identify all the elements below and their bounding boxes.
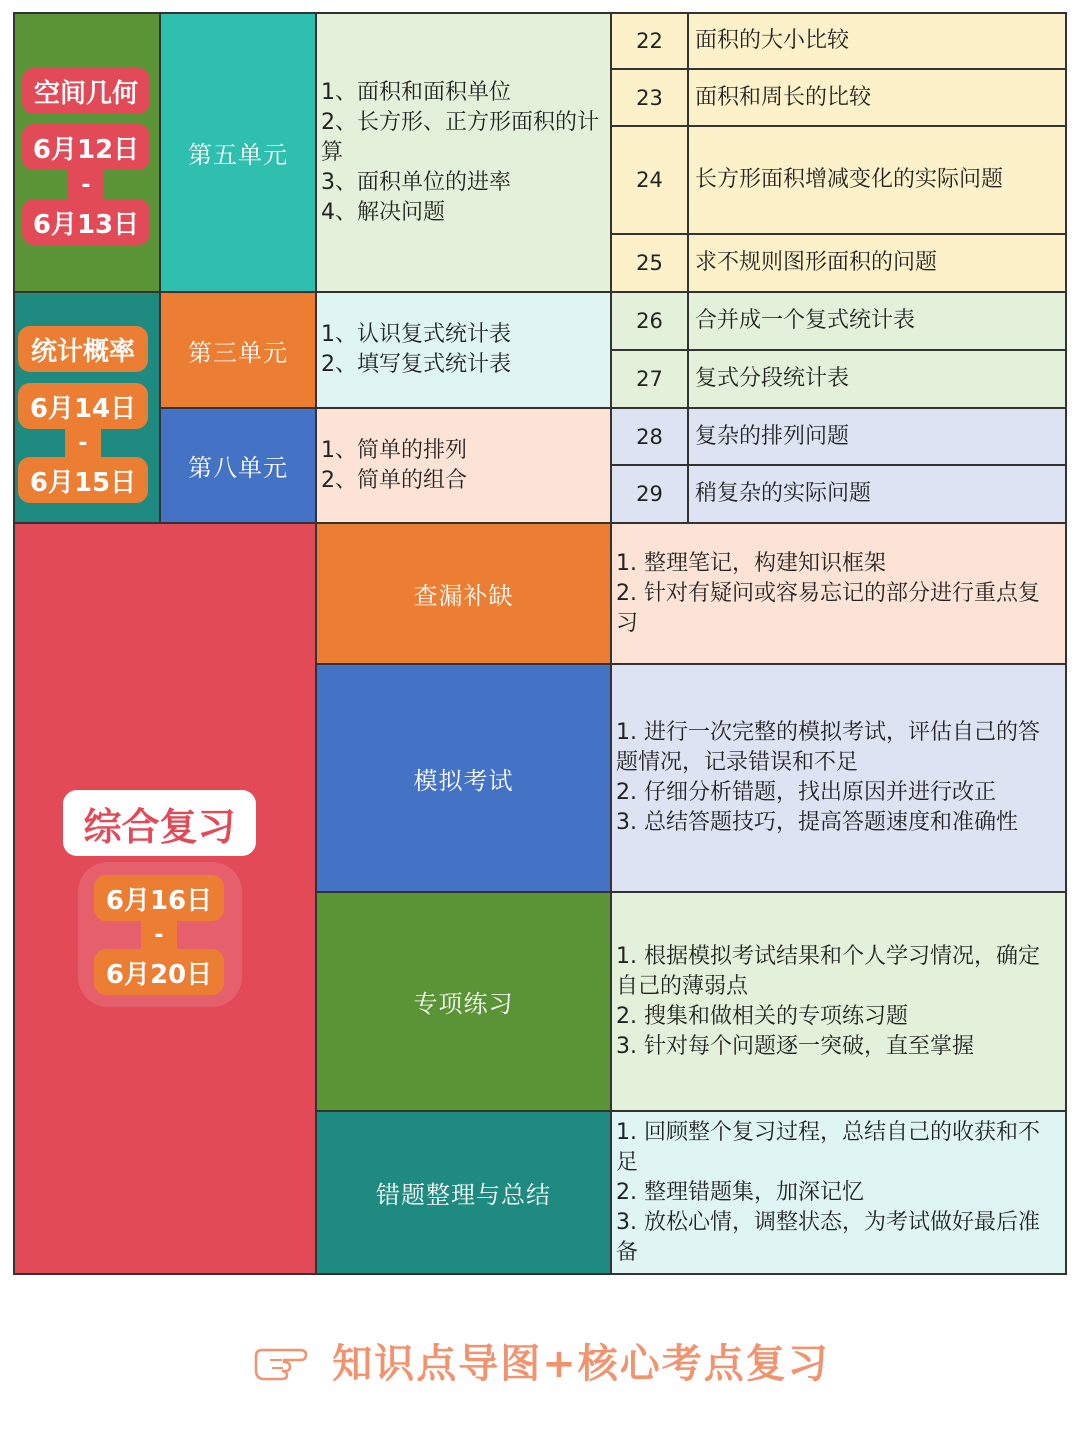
content-line: 2. 针对有疑问或容易忘记的部分进行重点复习 [616,580,1040,636]
section3-title: 综合复习 [63,790,256,856]
section1-unit: 第五单元 [159,12,317,293]
content-line: 2. 整理错题集，加深记忆 [616,1179,864,1205]
content-line: 3. 总结答题技巧，提高答题速度和准确性 [616,810,1018,835]
lesson-topic: 稍复杂的实际问题 [687,464,1067,524]
lesson-topic: 合并成一个复式统计表 [687,291,1067,351]
section1-date-end: 6月13日 [22,199,150,245]
lesson-number: 24 [610,125,689,235]
footer [0,1330,1080,1390]
section1-tag: 空间几何 [22,68,150,114]
lesson-number: 29 [610,464,689,524]
content-line: 4、解决问题 [321,199,445,225]
review-item-label: 查漏补缺 [315,522,612,665]
section1-content [315,12,612,293]
lesson-number: 27 [610,349,689,409]
content-line: 3. 针对每个问题逐一突破，直至掌握 [616,1033,974,1059]
lesson-topic: 复式分段统计表 [687,349,1067,409]
footer-text: 知识点导图+核心考点复习 [332,1340,830,1387]
review-item-label: 模拟考试 [315,663,612,893]
lesson-number: 28 [610,407,689,466]
section2-unit-b: 第八单元 [159,407,317,524]
review-item-content [610,663,1067,893]
content-line: 2、填写复式统计表 [321,352,511,377]
review-item-label: 专项练习 [315,891,612,1112]
review-item-content [610,891,1067,1112]
content-line: 2. 仔细分析错题，找出原因并进行改正 [616,780,996,805]
review-item-content [610,1110,1067,1275]
content-line: 1. 回顾整个复习过程，总结自己的收获和不足 [616,1119,1040,1175]
section1-date-start: 6月12日 [22,124,150,170]
section2-content-a [315,291,612,409]
section2-content-b [315,407,612,524]
section3-date-start: 6月16日 [94,875,224,921]
section3-date-end: 6月20日 [94,949,224,995]
content-line: 1. 整理笔记，构建知识框架 [616,550,886,576]
lesson-number: 22 [610,12,689,70]
content-line: 3. 放松心情，调整状态，为考试做好最后准备 [616,1209,1040,1265]
content-line: 2、简单的组合 [321,467,467,493]
lesson-topic: 面积的大小比较 [687,12,1067,70]
section2-unit-a: 第三单元 [159,291,317,409]
review-item-label: 错题整理与总结 [315,1110,612,1275]
content-line: 3、面积单位的进率 [321,169,511,195]
lesson-topic: 面积和周长的比较 [687,68,1067,127]
lesson-number: 25 [610,233,689,293]
lesson-topic: 求不规则图形面积的问题 [687,233,1067,293]
lesson-topic: 长方形面积增减变化的实际问题 [687,125,1067,235]
section3-dash: - [154,922,164,948]
content-line: 2. 搜集和做相关的专项练习题 [616,1003,908,1029]
section1-dash: - [81,172,91,198]
content-line: 1. 进行一次完整的模拟考试，评估自己的答题情况，记录错误和不足 [616,720,1040,775]
pointing-hand-icon [250,1338,320,1382]
section2-date-start: 6月14日 [18,383,148,429]
lesson-number: 23 [610,68,689,127]
content-line: 1、认识复式统计表 [321,322,511,347]
review-item-content [610,522,1067,665]
content-line: 1. 根据模拟考试结果和个人学习情况，确定自己的薄弱点 [616,943,1040,999]
content-line: 1、简单的排列 [321,437,467,463]
content-line: 1、面积和面积单位 [321,79,511,105]
lesson-number: 26 [610,291,689,351]
lesson-topic: 复杂的排列问题 [687,407,1067,466]
content-line: 2、长方形、正方形面积的计算 [321,109,599,165]
section2-date-end: 6月15日 [18,457,148,503]
section2-tag: 统计概率 [18,326,148,372]
section2-dash: - [78,430,88,456]
